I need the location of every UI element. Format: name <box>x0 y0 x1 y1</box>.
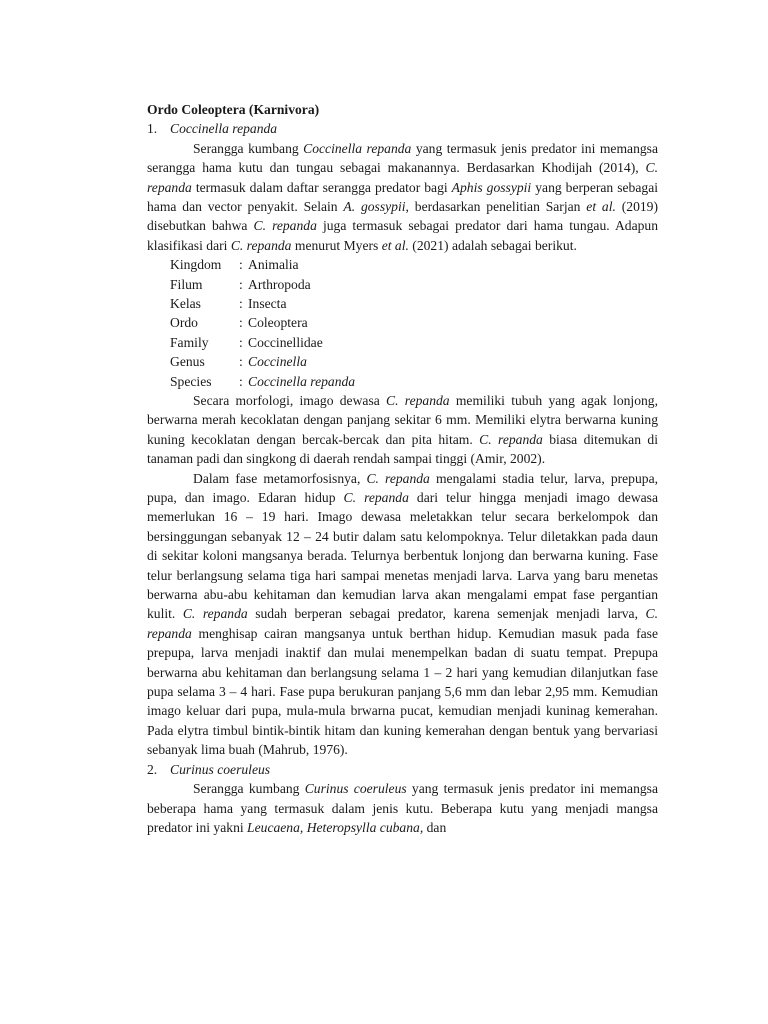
text-run: memiliki tubuh yang agak lonjong, berwarna merah kecoklatan dengan panjang sekitar 6 mm. Memiliki elytra berwarna kuning kuning kecoklatan dengan bercak-bercak dan pita hitam. <box>147 392 658 447</box>
taxonomy-row <box>170 352 658 371</box>
italic-text: C. repanda <box>230 237 292 253</box>
italic-text: C. repanda <box>386 392 450 408</box>
italic-text: Coccinella repanda <box>303 140 412 156</box>
text-run: menurut Myers <box>291 237 382 253</box>
text-run: , berdasarkan penelitian Sarjan <box>405 199 587 215</box>
taxonomy-separator: : <box>239 334 243 350</box>
italic-text: Leucaena, Heteropsylla cubana, <box>247 819 424 835</box>
taxonomy-separator: : <box>239 296 243 312</box>
morphology-paragraph <box>147 391 658 469</box>
text-run: Dalam fase metamorfosisnya, <box>193 470 367 486</box>
italic-text: C. repanda <box>147 160 658 195</box>
document-page <box>147 100 658 837</box>
italic-text: Aphis gossypii <box>451 179 532 195</box>
italic-text: C. repanda <box>182 606 248 622</box>
italic-text: C. repanda <box>253 218 317 234</box>
taxonomy-value: Animalia <box>248 257 299 273</box>
species-title: Curinus coeruleus <box>170 761 271 777</box>
text-run: Secara morfologi, imago dewasa <box>193 392 387 408</box>
taxonomy-value: Arthropoda <box>248 276 311 292</box>
taxonomy-row <box>170 372 658 391</box>
taxonomy-separator: : <box>239 257 243 273</box>
text-run: (2021) adalah sebagai berikut. <box>408 237 577 253</box>
list-number: 1. <box>147 121 158 137</box>
section-heading: Ordo Coleoptera (Karnivora) <box>147 102 320 117</box>
text-run: dari telur hingga menjadi imago dewasa memerlukan 16 – 19 hari. Imago dewasa meletakkan telur secara berkelompok dan bersinggungan sebanyak 12 – 24 butir dalam satu kelompoknya. Telur diletakkan pada daun di sekitar koloni mangsanya berada. Telurnya berbentuk lonjong dan berwarna kuning. Fase telur berlangsung selama tiga hari sampai menetas menjadi larva. Larva yang baru menetas berwarna abu-abu kehitaman dan kemudian larva akan mengalami empat fase pergantian kulit. <box>147 490 658 622</box>
taxonomy-rank: Kelas <box>170 296 201 312</box>
lifecycle-paragraph <box>147 469 658 760</box>
text-run: sudah berperan sebagai predator, karena semenjak menjadi larva, <box>247 606 646 622</box>
taxonomy-separator: : <box>239 315 243 331</box>
species-title: Coccinella repanda <box>170 121 278 137</box>
taxonomy-rank: Genus <box>170 354 205 370</box>
taxonomy-row <box>170 333 658 352</box>
taxonomy-rank: Species <box>170 373 212 389</box>
taxonomy-row <box>170 294 658 313</box>
species-heading-2 <box>147 760 658 779</box>
text-run: yang termasuk jenis predator ini memangsa beberapa hama yang termasuk dalam jenis kutu. Beberapa kutu yang menjadi mangsa predator ini yakni <box>147 781 658 835</box>
text-run: biasa ditemukan di tanaman padi dan singkong di daerah rendah sampai tinggi (Amir, 2002). <box>147 431 658 467</box>
italic-text: A. gossypii <box>343 199 406 215</box>
taxonomy-rank: Kingdom <box>170 257 222 273</box>
italic-text: C. repanda <box>343 490 409 506</box>
intro-paragraph-1 <box>147 139 658 255</box>
text-run: Serangga kumbang <box>193 140 304 156</box>
taxonomy-value: Coleoptera <box>248 315 308 331</box>
text-run: yang berperan sebagai hama dan vector penyakit. Selain <box>147 179 658 215</box>
taxonomy-rank: Filum <box>170 276 203 292</box>
text-run: termasuk dalam daftar serangga predator bagi <box>191 179 452 195</box>
italic-text: Curinus coeruleus <box>304 781 407 797</box>
italic-text: et al. <box>381 237 409 253</box>
text-run: yang termasuk jenis predator ini memangsa serangga hama kutu dan tungau sebagai makanannya. Berdasarkan Khodijah (2014), <box>147 140 658 176</box>
taxonomy-value: Insecta <box>248 296 287 312</box>
italic-text: et al. <box>586 199 616 215</box>
text-run: Serangga kumbang <box>193 781 305 797</box>
italic-text: C. repanda <box>366 470 430 486</box>
taxonomy-value: Coccinella <box>248 354 307 370</box>
text-run: (2019) disebutkan bahwa <box>147 199 658 234</box>
taxonomy-separator: : <box>239 354 243 370</box>
taxonomy-list <box>147 255 658 391</box>
italic-text: C. repanda <box>479 431 543 447</box>
taxonomy-row <box>170 275 658 294</box>
taxonomy-separator: : <box>239 276 243 292</box>
text-run: menghisap cairan mangsanya untuk berthan hidup. Kemudian masuk pada fase prepupa, larva menjadi inaktif dan mulai menempelkan badan di suatu tempat. Prepupa berwarna abu kehitaman dan berlangsung selama 1 – 2 hari yang kemudian dilanjutkan fase pupa selama 3 – 4 hari. Fase pupa berukuran panjang 5,6 mm dan lebar 2,95 mm. Kemudian imago keluar dari pupa, mula-mula brwarna pucat, kemudian menjadi kuninag kemerahan. Pada elytra timbul bintik-bintik hitam dan kuning kemerahan dengan bentuk yang bervariasi sebanyak lima buah (Mahrub, 1976). <box>147 625 658 758</box>
species-heading-1 <box>147 119 658 138</box>
taxonomy-separator: : <box>239 373 243 389</box>
taxonomy-value: Coccinellidae <box>248 334 323 350</box>
text-run: mengalami stadia telur, larva, prepupa, pupa, dan imago. Edaran hidup <box>147 470 659 506</box>
taxonomy-row <box>170 313 658 332</box>
taxonomy-row <box>170 255 658 274</box>
text-run: dan <box>423 819 447 835</box>
text-run: juga termasuk sebagai predator dari hama tungau. Adapun klasifikasi dari <box>147 218 658 253</box>
taxonomy-rank: Ordo <box>170 315 198 331</box>
intro-paragraph-2 <box>147 779 658 837</box>
list-number: 2. <box>147 761 158 777</box>
italic-text: C. repanda <box>147 606 658 641</box>
taxonomy-rank: Family <box>170 334 209 350</box>
taxonomy-value: Coccinella repanda <box>248 373 356 389</box>
